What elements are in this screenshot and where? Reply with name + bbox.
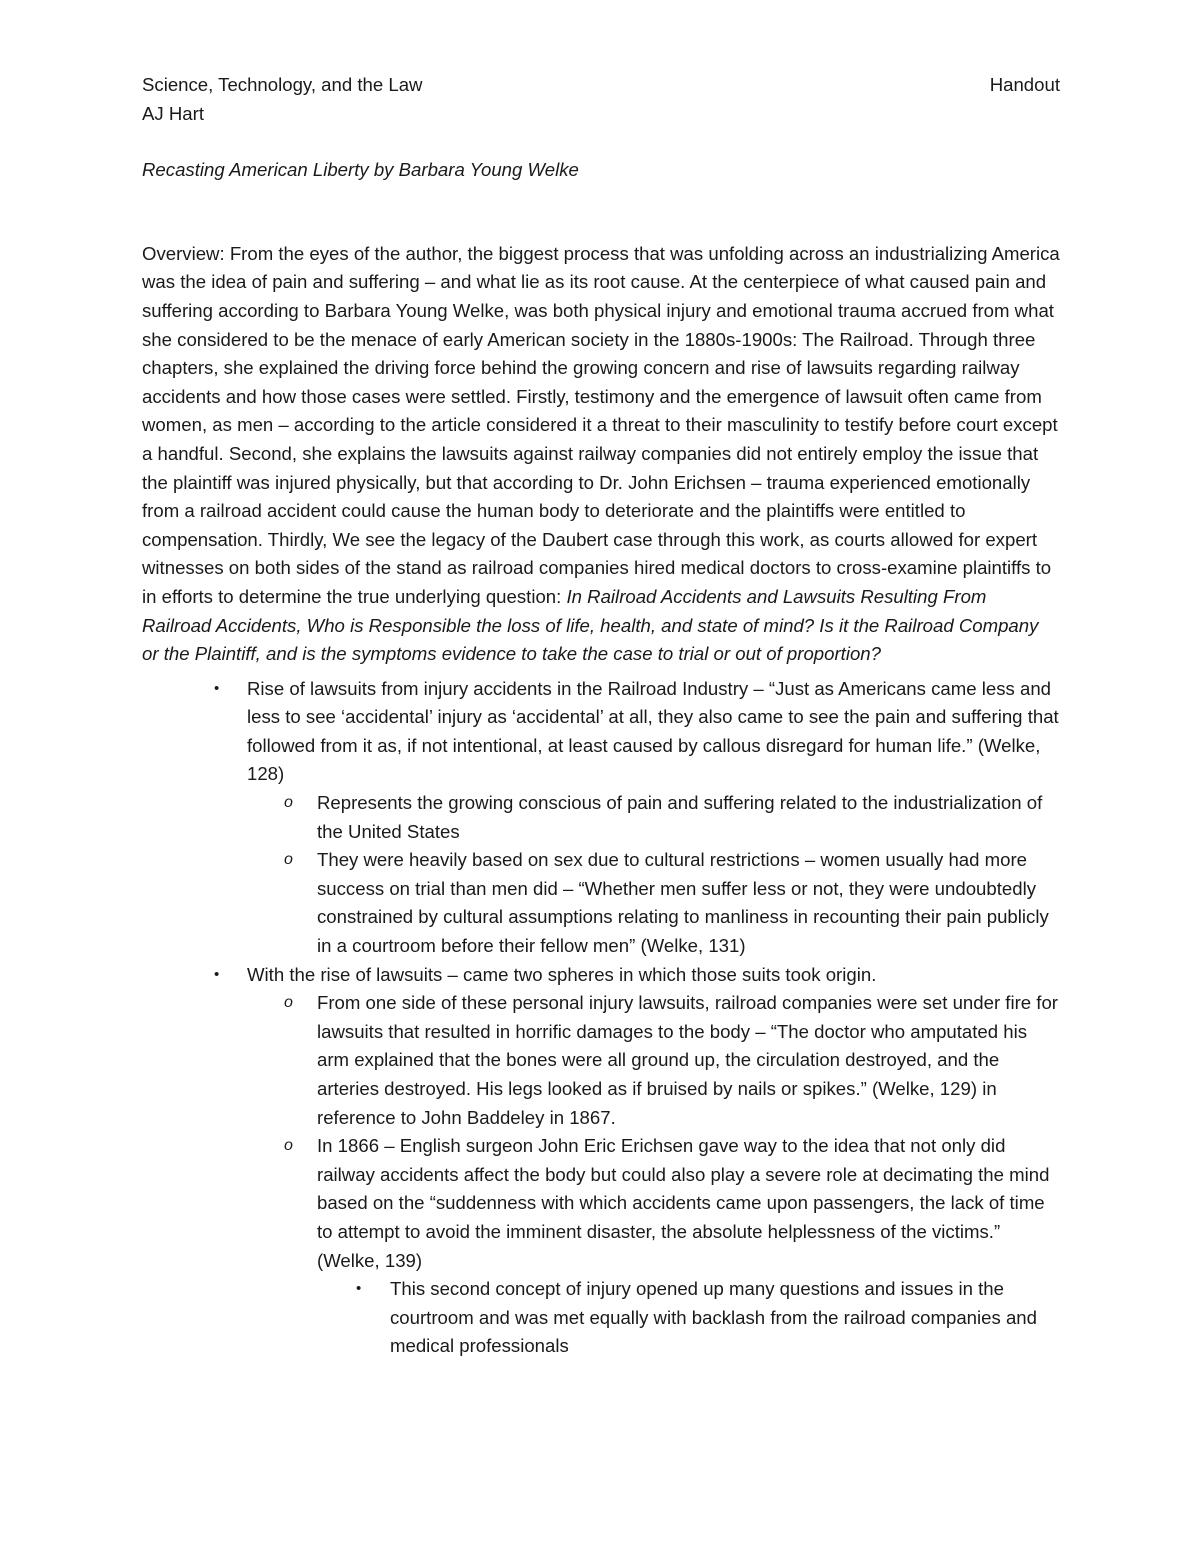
document-type: Handout	[989, 74, 1060, 95]
bullet-text: With the rise of lawsuits – came two spheres in which those suits took origin.	[247, 963, 877, 985]
sub-list-item	[142, 846, 1060, 960]
square-bullet-icon: •	[356, 1280, 362, 1298]
bullet-text: Rise of lawsuits from injury accidents in the Railroad Industry – “Just as Americans came less and less to see ‘accidental’ injury as ‘accidental’ at all, they also came to see the pain and suffering that followed from it as, if not intentional, at least caused by callous disregard for human life.” (Welke, 128)	[247, 677, 1059, 785]
sub-list	[142, 789, 1060, 961]
circle-bullet-icon: o	[284, 994, 293, 1012]
course-title: Science, Technology, and the Law	[142, 74, 423, 95]
sub-list	[142, 989, 1060, 1361]
sub-bullet-text: They were heavily based on sex due to cultural restrictions – women usually had more success on trial than men did – “Whether men suffer less or not, they were undoubtedly constrained by cultural assumptions relating to manliness in recounting their pain publicly in a courtroom before their fellow men” (Welke, 131)	[317, 849, 1049, 957]
circle-bullet-icon: o	[284, 851, 293, 869]
circle-bullet-icon: o	[284, 794, 293, 812]
document-page	[142, 71, 1060, 1361]
author-name: AJ Hart	[142, 102, 204, 124]
sub-list-item	[142, 1132, 1060, 1361]
overview-paragraph	[142, 240, 1060, 669]
bullet-dot-icon: •	[214, 965, 220, 983]
sub-bullet-text: In 1866 – English surgeon John Eric Erichsen gave way to the idea that not only did railway accidents affect the body but could also play a severe role at decimating the mind based on the “suddenness with which accidents came upon passengers, the lack of time to attempt to avoid the imminent disaster, the absolute helplessness of the victims.” (Welke, 139)	[317, 1135, 1050, 1271]
circle-bullet-icon: o	[284, 1137, 293, 1155]
sub-sub-list	[142, 1275, 1060, 1361]
sub-sub-list-item	[142, 1275, 1060, 1361]
sub-sub-bullet-text: This second concept of injury opened up many questions and issues in the courtroom and was met equally with backlash from the railroad companies and medical professionals	[390, 1278, 1037, 1357]
header	[142, 71, 1060, 100]
sub-list-item	[142, 789, 1060, 846]
list-item	[142, 675, 1060, 961]
list-item	[142, 961, 1060, 1361]
sub-bullet-text: From one side of these personal injury lawsuits, railroad companies were set under fire for lawsuits that resulted in horrific damages to the body – “The doctor who amputated his arm explained that the bones were all ground up, the circulation destroyed, and the arteries destroyed. His legs looked as if bruised by nails or spikes.” (Welke, 129) in reference to John Baddeley in 1867.	[317, 992, 1058, 1128]
overview-question: In Railroad Accidents and Lawsuits Resulting From Railroad Accidents, Who is Responsible the loss of life, health, and state of mind? Is it the Railroad Company or the Plaintiff, and is the symptoms evidence to take the case to trial or out of proportion?	[142, 585, 1039, 665]
book-title: Recasting American Liberty by Barbara Young Welke	[142, 159, 579, 181]
bullet-list	[142, 675, 1060, 1361]
sub-bullet-text: Represents the growing conscious of pain and suffering related to the industrialization of the United States	[317, 792, 1043, 842]
bullet-dot-icon: •	[214, 679, 220, 697]
overview-text: Overview: From the eyes of the author, the biggest process that was unfolding across an industrializing America was the idea of pain and suffering – and what lie as its root cause. At the centerpiece of what caused pain and suffering according to Barbara Young Welke, was both physical injury and emotional trauma accrued from what she considered to be the menace of early American society in the 1880s-1900s: The Railroad. Through three chapters, she explained the driving force behind the growing concern and rise of lawsuits regarding railway accidents and how those cases were settled. Firstly, testimony and the emergence of lawsuit often came from women, as men – according to the article considered it a threat to their masculinity to testify before court except a handful. Second, she explains the lawsuits against railway companies did not entirely employ the issue that the plaintiff was injured physically, but that according to Dr. John Erichsen – trauma experienced emotionally from a railroad accident could cause the human body to deteriorate and the plaintiffs were entitled to compensation. Thirdly, We see the legacy of the Daubert case through this work, as courts allowed for expert witnesses on both sides of the stand as railroad companies hired medical doctors to cross-examine plaintiffs to in efforts to determine the true underlying question:	[142, 242, 1060, 607]
sub-list-item	[142, 989, 1060, 1132]
